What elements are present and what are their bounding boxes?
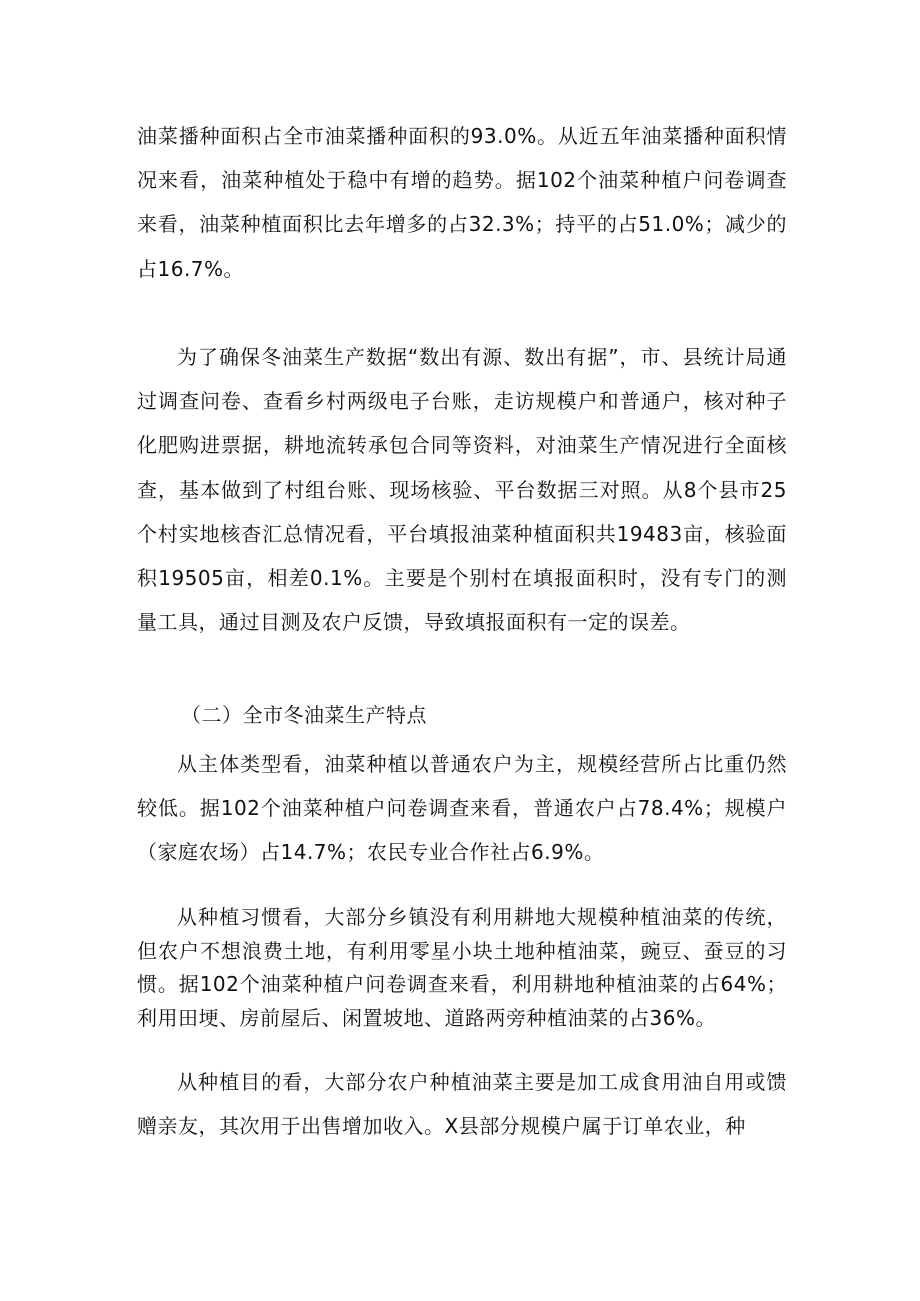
paragraph-subject-type: 从主体类型看，油菜种植以普通农户为主，规模经营所占比重仍然较低。据102个油菜种植户问卷调查来看，普通农户占78.4%；规模户（家庭农场）占14.7%；农民专业合作社占6.9%。 — [137, 752, 787, 865]
paragraph-planting-area: 油菜播种面积占全市油菜播种面积的93.0%。从近五年油菜播种面积情况来看，油菜种植处于稳中有增的趋势。据102个油菜种植户问卷调查来看，油菜种植面积比去年增多的占32.3%；持平的占51.0%；减少的占16.7%。 — [137, 124, 787, 281]
paragraph-planting-purpose: 从种植目的看，大部分农户种植油菜主要是加工成食用油自用或馈赠亲友，其次用于出售增加收入。X县部分规模户属于订单农业，种 — [137, 1070, 787, 1139]
paragraph-data-verification: 为了确保冬油菜生产数据“数出有源、数出有据”，市、县统计局通过调查问卷、查看乡村两级电子台账，走访规模户和普通户，核对种子化肥购进票据，耕地流转承包合同等资料，对油菜生产情况进行全面核查，基本做到了村组台账、现场核验、平台数据三对照。从8个县市25个村实地核杳汇总情况看，平台填报油菜种植面积共19483亩，核验面积19505亩，相差0.1%。主要是个别村在填报面积时，没有专门的测量工具，通过目测及农户反馈，导致填报面积有一定的误差。 — [137, 345, 787, 635]
paragraph-planting-habit: 从种植习惯看，大部分乡镇没有利用耕地大规模种植油菜的传统，但农户不想浪费土地，有利用零星小块土地种植油菜，豌豆、蚕豆的习惯。据102个油菜种植户问卷调查来看，利用耕地种植油菜的占64%；利用田埂、房前屋后、闲置坡地、道路两旁种植油菜的占36%。 — [137, 905, 787, 1030]
section-heading: （二）全市冬油菜生产特点 — [181, 703, 427, 727]
